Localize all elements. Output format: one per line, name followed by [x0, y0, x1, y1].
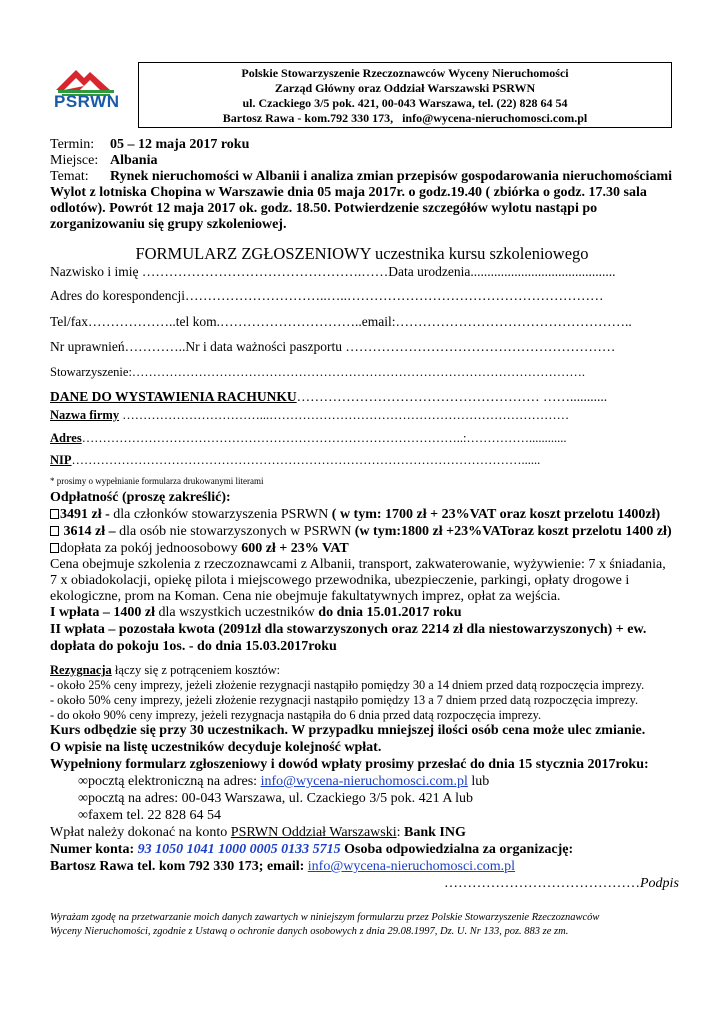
payment-2-line-1: II wpłata – pozostała kwota (2091zł dla stowarzyszonych oraz 2214 zł dla niestowarzyszonych) + ew.: [50, 622, 647, 637]
minimum-participants: Kurs odbędzie się przy 30 uczestnikach. W przypadku mniejszej ilości osób cena może ulec zmianie.: [50, 723, 646, 738]
fee-single-text: dopłata za pokój jednoosobowy: [60, 541, 242, 556]
infinity-bullet-icon: ∞: [78, 808, 88, 823]
send-email-link[interactable]: info@wycena-nieruchomosci.com.pl: [260, 774, 468, 789]
infinity-bullet-icon: ∞: [78, 774, 88, 789]
association-field[interactable]: Stowarzyszenie:……………………………………………………………………………………………….: [50, 365, 586, 379]
send-post-text: pocztą na adres: 00-043 Warszawa, ul. Czackiego 3/5 pok. 421 A lub: [87, 791, 474, 806]
nip-label: NIP: [50, 453, 72, 467]
miejsce-value: Albania: [110, 153, 158, 168]
organizer-contact-line: [50, 859, 515, 875]
send-email-text: pocztą elektroniczną na adres:: [87, 774, 261, 789]
bank-colon: :: [396, 825, 404, 840]
fee-option-nonmembers[interactable]: [50, 524, 672, 540]
header-contact: [139, 111, 671, 126]
company-address-line[interactable]: [50, 431, 566, 445]
checkbox-icon[interactable]: [50, 509, 59, 519]
bank-account-name: PSRWN Oddział Warszawski: [230, 825, 397, 840]
temat-line-4: zorganizowaniu się grupy szkoleniowej.: [50, 217, 287, 232]
miejsce-line: [50, 153, 157, 169]
fee-member-amount: 3491 zł -: [60, 507, 110, 522]
checkbox-icon[interactable]: [50, 526, 59, 536]
temat-line: [50, 169, 672, 185]
company-name-line[interactable]: [50, 408, 569, 422]
order-of-payment: O wpisie na listę uczestników decyduje kolejność wpłat.: [50, 740, 382, 755]
cancellation-90: - do około 90% ceny imprezy, jeżeli rezygnacja nastąpiła do 6 dnia przed datą rozpoczęcia imprezy.: [50, 708, 542, 722]
signature-label: Podpis: [640, 876, 679, 891]
logo-text: PSRWN: [54, 92, 120, 111]
infinity-bullet-icon: ∞: [78, 791, 88, 806]
nip-line[interactable]: [50, 453, 540, 467]
cancellation-heading-line: [50, 663, 280, 677]
signature-dots: ……………………………………: [444, 876, 640, 891]
form-title: FORMULARZ ZGŁOSZENIOWY uczestnika kursu szkoleniowego: [135, 244, 589, 263]
send-post-line: [78, 791, 473, 807]
organizer-email-link[interactable]: info@wycena-nieruchomosci.com.pl: [307, 859, 516, 874]
payment-1-text: dla wszystkich uczestników: [155, 605, 319, 620]
fee-nonmember-detail: (w tym:1800 zł +23%VAToraz koszt przelotu 1400 zł): [354, 524, 672, 539]
bank-name: Bank ING: [404, 825, 466, 840]
send-fax-line: [78, 808, 221, 824]
name-field[interactable]: Nazwisko i imię ………………………………………….……Data urodzenia...........................................: [50, 264, 616, 279]
invoice-line: [50, 389, 607, 405]
fee-member-text: dla członków stowarzyszenia PSRWN: [109, 507, 332, 522]
company-address-dots: ………………………………………………………………………………..:……………............: [81, 431, 567, 445]
header-address: ul. Czackiego 3/5 pok. 421, 00-043 Warszawa, tel. (22) 828 64 54: [242, 96, 568, 110]
form-note: * prosimy o wypełnianie formularza drukowanymi literami: [50, 476, 264, 486]
organizer-contact: Bartosz Rawa tel. kom 792 330 173; email:: [50, 859, 308, 874]
temat-line-2: Wylot z lotniska Chopina w Warszawie dnia 05 maja 2017r. o godz.19.40 ( zbiórka o godz. 17.30 sala: [50, 185, 647, 200]
organizer-label: Osoba odpowiedzialna za organizację:: [340, 842, 574, 857]
payment-1-amount: I wpłata – 1400 zł: [50, 605, 155, 620]
header-box: [138, 62, 672, 128]
account-number-label: Numer konta:: [50, 842, 138, 857]
company-address-label: Adres: [50, 431, 82, 445]
fee-single-amount: 600 zł + 23% VAT: [241, 541, 349, 556]
temat-value: Rynek nieruchomości w Albanii i analiza zmian przepisów gospodarowania nieruchomościami: [110, 169, 673, 184]
fee-option-members[interactable]: [50, 507, 660, 523]
invoice-heading: DANE DO WYSTAWIENIA RACHUNKU: [50, 389, 297, 404]
account-number: 93 1050 1041 1000 0005 0133 5715: [137, 842, 341, 857]
header-org-name: Polskie Stowarzyszenie Rzeczoznawców Wyceny Nieruchomości: [241, 66, 569, 80]
send-email-line: [78, 774, 489, 790]
account-number-line: [50, 842, 573, 858]
bank-line: [50, 825, 466, 841]
payment-1: [50, 605, 462, 621]
cancellation-50: - około 50% ceny imprezy, jeżeli złożenie rezygnacji nastąpiło pomiędzy 13 a 7 dniem przed datą rozpoczęcia imprezy.: [50, 693, 639, 707]
address-field[interactable]: Adres do korespondencji…………………………..…..…………………………………………………: [50, 288, 604, 303]
send-instructions: Wypełniony formularz zgłoszeniowy i dowód wpłaty prosimy przesłać do dnia 15 stycznia 2017roku:: [50, 757, 649, 772]
price-includes-1: Cena obejmuje szkolenia z rzeczoznawcami z Albanii, transport, zakwaterowanie, wyżywienie: 7 x śniadania,: [50, 557, 666, 572]
company-name-dots: ……………………………...………………………………………………………………: [119, 408, 570, 422]
send-email-suffix: lub: [467, 774, 490, 789]
cancellation-25: - około 25% ceny imprezy, jeżeli złożenie rezygnacji nastąpiło pomiędzy 30 a 14 dniem przed datą rozpoczęcia imprezy.: [50, 678, 645, 692]
signature-line[interactable]: [444, 876, 679, 892]
termin-line: [50, 137, 249, 153]
data-consent-line-1: Wyrażam zgodę na przetwarzanie moich danych zawartych w niniejszym formularzu przez Polskie Stowarzyszenie Rzeczoznawców: [50, 912, 600, 923]
miejsce-label: Miejsce:: [50, 153, 99, 168]
cancellation-heading: Rezygnacja: [50, 663, 112, 677]
temat-line-3: odlotów). Powrót 12 maja 2017 ok. godz. 18.50. Potwierdzenie szczegółów wylotu nastąpi po: [50, 201, 598, 216]
fee-member-detail: ( w tym: 1700 zł + 23%VAT oraz koszt przelotu 1400zł): [331, 507, 661, 522]
fee-nonmember-text: dla osób nie stowarzyszonych w PSRWN: [115, 524, 355, 539]
fee-option-single-room[interactable]: [50, 541, 349, 557]
header-email[interactable]: info@wycena-nieruchomosci.com.pl: [402, 111, 588, 125]
bank-prefix: Wpłat należy dokonać na konto: [50, 825, 231, 840]
price-includes-3: ekologiczne, prom na Koman. Cena nie obejmuje fakultatywnych imprez, opłat za wejścia.: [50, 589, 561, 604]
price-includes-2: 7 x obiadokolacji, opiekę pilota i miejscowego przewodnika, ubezpieczenie, parkingi, opłaty drogowe i: [50, 573, 630, 588]
checkbox-icon[interactable]: [50, 543, 59, 553]
logo: [50, 60, 122, 112]
payment-2-line-2: dopłata do pokoju 1os. - do dnia 15.03.2017roku: [50, 639, 337, 654]
header-contact-text: Bartosz Rawa - kom.792 330 173,: [222, 111, 394, 125]
send-fax-text: faxem tel. 22 828 64 54: [87, 808, 221, 823]
data-consent-line-2: Wyceny Nieruchomości, zgodnie z Ustawą o ochronie danych osobowych z dnia 29.08.1997, Dz. U. Nr 133, poz. 883 ze zm.: [50, 926, 569, 937]
company-name-label: Nazwa firmy: [50, 408, 120, 422]
termin-label: Termin:: [50, 137, 95, 152]
phone-email-field[interactable]: Tel/fax………………..tel kom.…………………………..email:……………………………………………..: [50, 314, 632, 329]
payment-1-date: do dnia 15.01.2017 roku: [318, 605, 462, 620]
temat-label: Temat:: [50, 169, 89, 184]
fee-nonmember-amount: 3614 zł –: [60, 524, 116, 539]
nip-dots: ………………………………………………………………………………………………......: [71, 453, 541, 467]
cancellation-heading-rest: łączy się z potrąceniem kosztów:: [111, 663, 281, 677]
termin-value: 05 – 12 maja 2017 roku: [110, 137, 250, 152]
header-board: Zarząd Główny oraz Oddział Warszawski PSRWN: [274, 81, 536, 95]
invoice-dots: ……………………………………………… ……...........: [296, 389, 608, 404]
fees-heading: Odpłatność (proszę zakreślić):: [50, 490, 231, 505]
license-passport-field[interactable]: Nr uprawnień…………..Nr i data ważności paszportu ……………………………………………………: [50, 339, 616, 354]
